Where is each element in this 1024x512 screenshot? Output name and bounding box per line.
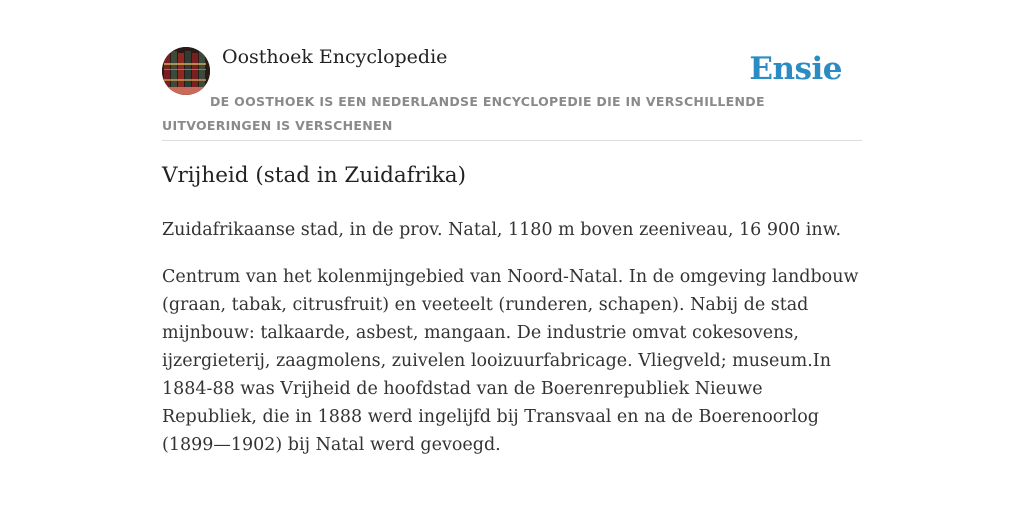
site-tagline: DE OOSTHOEK IS EEN NEDERLANDSE ENCYCLOPEDIE DIE IN VERSCHILLENDE UITVOERINGEN IS VERSCHENEN — [162, 94, 765, 133]
site-name[interactable]: Oosthoek Encyclopedie — [222, 46, 448, 68]
article-title: Vrijheid (stad in Zuidafrika) — [162, 163, 467, 188]
article-paragraph: Zuidafrikaanse stad, in de prov. Natal, 1180 m boven zeeniveau, 16 900 inw. — [162, 220, 842, 240]
article-paragraph: Centrum van het kolenmijngebied van Noord-Natal. In de omgeving landbouw (graan, tabak, citrusfruit) en veeteelt (runderen, schapen). Nabij de stad mijnbouw: talkaarde, asbest, mangaan. De industrie omvat cokesovens, ijzergieterij, zaagmolens, zuivelen looizuurfabricage. Vliegveld; museum.In 1884-88 was Vrijheid de hoofdstad van de Boerenrepubliek Nieuwe Republiek, die in 1888 werd ingelijfd bij Transvaal en na de Boerenoorlog (1899—1902) bij Natal werd gevoegd. — [162, 267, 859, 455]
books-icon[interactable] — [162, 47, 210, 95]
page — [162, 0, 862, 455]
brand-logo[interactable]: Ensie — [749, 51, 842, 87]
site-header — [162, 0, 862, 141]
